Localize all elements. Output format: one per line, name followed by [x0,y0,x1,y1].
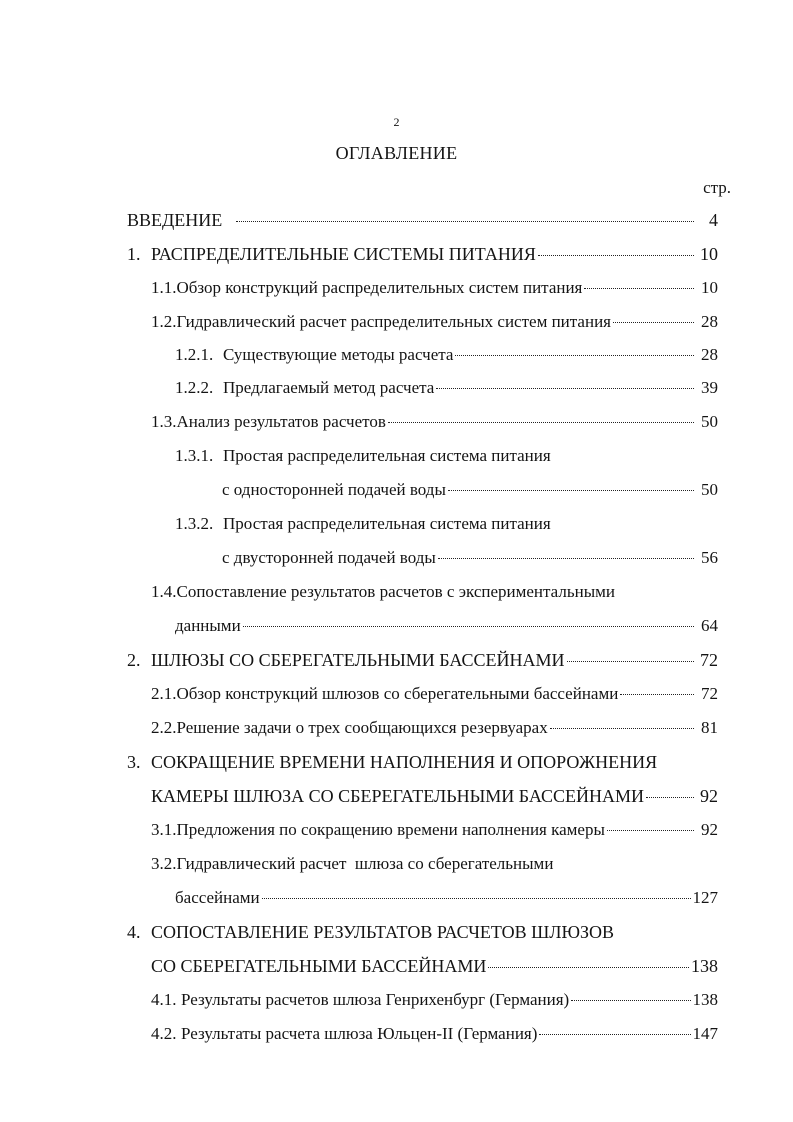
toc-entry-1-2-2[interactable] [175,373,718,403]
toc-entry-page: 72 [701,684,718,703]
toc-entry-1-4-line1[interactable] [151,577,615,607]
toc-entry-chapter-4-line1[interactable] [127,917,614,947]
toc-entry-page: 39 [701,378,718,397]
toc-entry-chapter-3-line1[interactable] [127,747,657,777]
toc-entry-page: 64 [701,616,718,635]
toc-entry-number: 1. [127,244,141,264]
toc-entry-1-2-1[interactable] [175,340,718,370]
toc-entry-1-3-1-line1[interactable] [175,441,551,471]
toc-entry-number: 1.3. [151,412,177,431]
dot-leader [646,797,694,798]
toc-entry-text: Обзор конструкций шлюзов со сберегательными бассейнами [176,684,619,703]
toc-entry-2-2[interactable] [151,713,718,743]
toc-entry-text: данными [175,616,241,635]
toc-entry-text: РАСПРЕДЕЛИТЕЛЬНЫЕ СИСТЕМЫ ПИТАНИЯ [151,244,536,264]
page-number: 2 [393,115,400,129]
toc-entry-text: ВВЕДЕНИЕ [127,210,223,230]
dot-leader [236,221,694,222]
toc-entry-page: 50 [701,480,718,499]
toc-entry-1-1[interactable] [151,273,718,303]
toc-entry-text: Решение задачи о трех сообщающихся резервуарах [176,718,548,737]
toc-entry-2-1[interactable] [151,679,718,709]
toc-entry-text: ШЛЮЗЫ СО СБЕРЕГАТЕЛЬНЫМИ БАССЕЙНАМИ [151,650,565,670]
dot-leader [620,694,694,695]
toc-entry-4-2[interactable] [151,1019,718,1049]
toc-title: ОГЛАВЛЕНИЕ [335,143,458,163]
toc-entry-page: 50 [701,412,718,431]
toc-entry-number: 1.2. [151,312,177,331]
toc-entry-1-2[interactable] [151,307,718,337]
toc-entry-page: 4 [709,210,718,230]
dot-leader [436,388,694,389]
toc-entry-page: 56 [701,548,718,567]
toc-entry-text: Простая распределительная система питания [223,446,551,465]
toc-entry-text: СОКРАЩЕНИЕ ВРЕМЕНИ НАПОЛНЕНИЯ И ОПОРОЖНЕНИЯ [151,752,658,772]
dot-leader [243,626,694,627]
toc-entry-number: 1.4. [151,582,177,601]
toc-entry-page: 10 [700,244,718,264]
dot-leader [262,898,691,899]
toc-entry-page: 92 [701,820,718,839]
toc-entry-3-1[interactable] [151,815,718,845]
dot-leader [438,558,694,559]
dot-leader [488,967,689,968]
dot-leader [607,830,694,831]
toc-entry-page: 72 [700,650,718,670]
toc-entry-page: 138 [691,956,718,976]
toc-entry-text: Предлагаемый метод расчета [223,378,435,397]
toc-entry-page: 10 [701,278,718,297]
toc-entry-4-1[interactable] [151,985,718,1015]
toc-entry-number: 3.1. [151,820,177,839]
toc-entry-text: с односторонней подачей воды [222,480,446,499]
toc-entry-text: Сопоставление результатов расчетов с экспериментальными [176,582,615,601]
toc-entry-page: 138 [692,990,718,1009]
toc-entry-text: Результаты расчета шлюза Юльцен-II (Германия) [181,1024,538,1043]
toc-entry-chapter-3[interactable] [151,781,718,811]
dot-leader [613,322,694,323]
dot-leader [448,490,694,491]
dot-leader [567,661,695,662]
toc-entry-number: 1.2.1. [175,345,214,364]
toc-entry-number: 4.1. [151,990,177,1009]
toc-entry-page: 81 [701,718,718,737]
toc-entry-3-2-line1[interactable] [151,849,553,879]
toc-entry-text: СО СБЕРЕГАТЕЛЬНЫМИ БАССЕЙНАМИ [151,956,487,976]
toc-entry-page: 28 [701,312,718,331]
dot-leader [571,1000,690,1001]
toc-entry-number: 1.3.1. [175,446,214,465]
toc-entry-number: 1.3.2. [175,514,214,533]
page-column-label: стр. [703,178,731,197]
toc-entry-text: Предложения по сокращению времени наполнения камеры [176,820,605,839]
toc-entry-chapter-1[interactable] [127,239,718,269]
toc-entry-text: Результаты расчетов шлюза Генрихенбург (Германия) [181,990,570,1009]
dot-leader [455,355,694,356]
dot-leader [538,255,694,256]
toc-entry-1-3-2[interactable] [222,543,718,573]
toc-entry-text: бассейнами [175,888,260,907]
toc-entry-1-3[interactable] [151,407,718,437]
toc-entry-1-3-2-line1[interactable] [175,509,551,539]
toc-entry-number: 1.1. [151,278,177,297]
toc-entry-chapter-4[interactable] [151,951,718,981]
toc-entry-page: 92 [700,786,718,806]
dot-leader [584,288,694,289]
toc-entry-text: Существующие методы расчета [223,345,454,364]
toc-entry-text: с двусторонней подачей воды [222,548,436,567]
toc-entry-number: 3. [127,752,141,772]
toc-entry-1-3-1[interactable] [222,475,718,505]
toc-entry-text: Простая распределительная система питания [223,514,551,533]
toc-entry-number: 4.2. [151,1024,177,1043]
toc-entry-page: 127 [692,888,718,907]
toc-entry-text: Обзор конструкций распределительных систем питания [176,278,583,297]
toc-entry-page: 28 [701,345,718,364]
toc-entry-number: 3.2. [151,854,177,873]
dot-leader [550,728,694,729]
toc-entry-number: 4. [127,922,141,942]
toc-entry-text: Гидравлический расчет распределительных систем питания [176,312,611,331]
toc-entry-number: 2.1. [151,684,177,703]
toc-entry-number: 1.2.2. [175,378,214,397]
toc-entry-1-4[interactable] [175,611,718,641]
toc-entry-text: Гидравлический расчет шлюза со сберегательными [176,854,554,873]
toc-entry-3-2[interactable] [175,883,718,913]
toc-entry-text: Анализ результатов расчетов [176,412,386,431]
toc-entry-text: КАМЕРЫ ШЛЮЗА СО СБЕРЕГАТЕЛЬНЫМИ БАССЕЙНАМИ [151,786,645,806]
toc-entry-text: СОПОСТАВЛЕНИЕ РЕЗУЛЬТАТОВ РАСЧЕТОВ ШЛЮЗОВ [151,922,615,942]
toc-entry-number: 2. [127,650,141,670]
toc-entry-chapter-2[interactable] [127,645,718,675]
dot-leader [388,422,694,423]
toc-entry-page: 147 [692,1024,718,1043]
toc-entry-intro[interactable] [127,205,718,235]
toc-entry-number: 2.2. [151,718,177,737]
dot-leader [539,1034,690,1035]
